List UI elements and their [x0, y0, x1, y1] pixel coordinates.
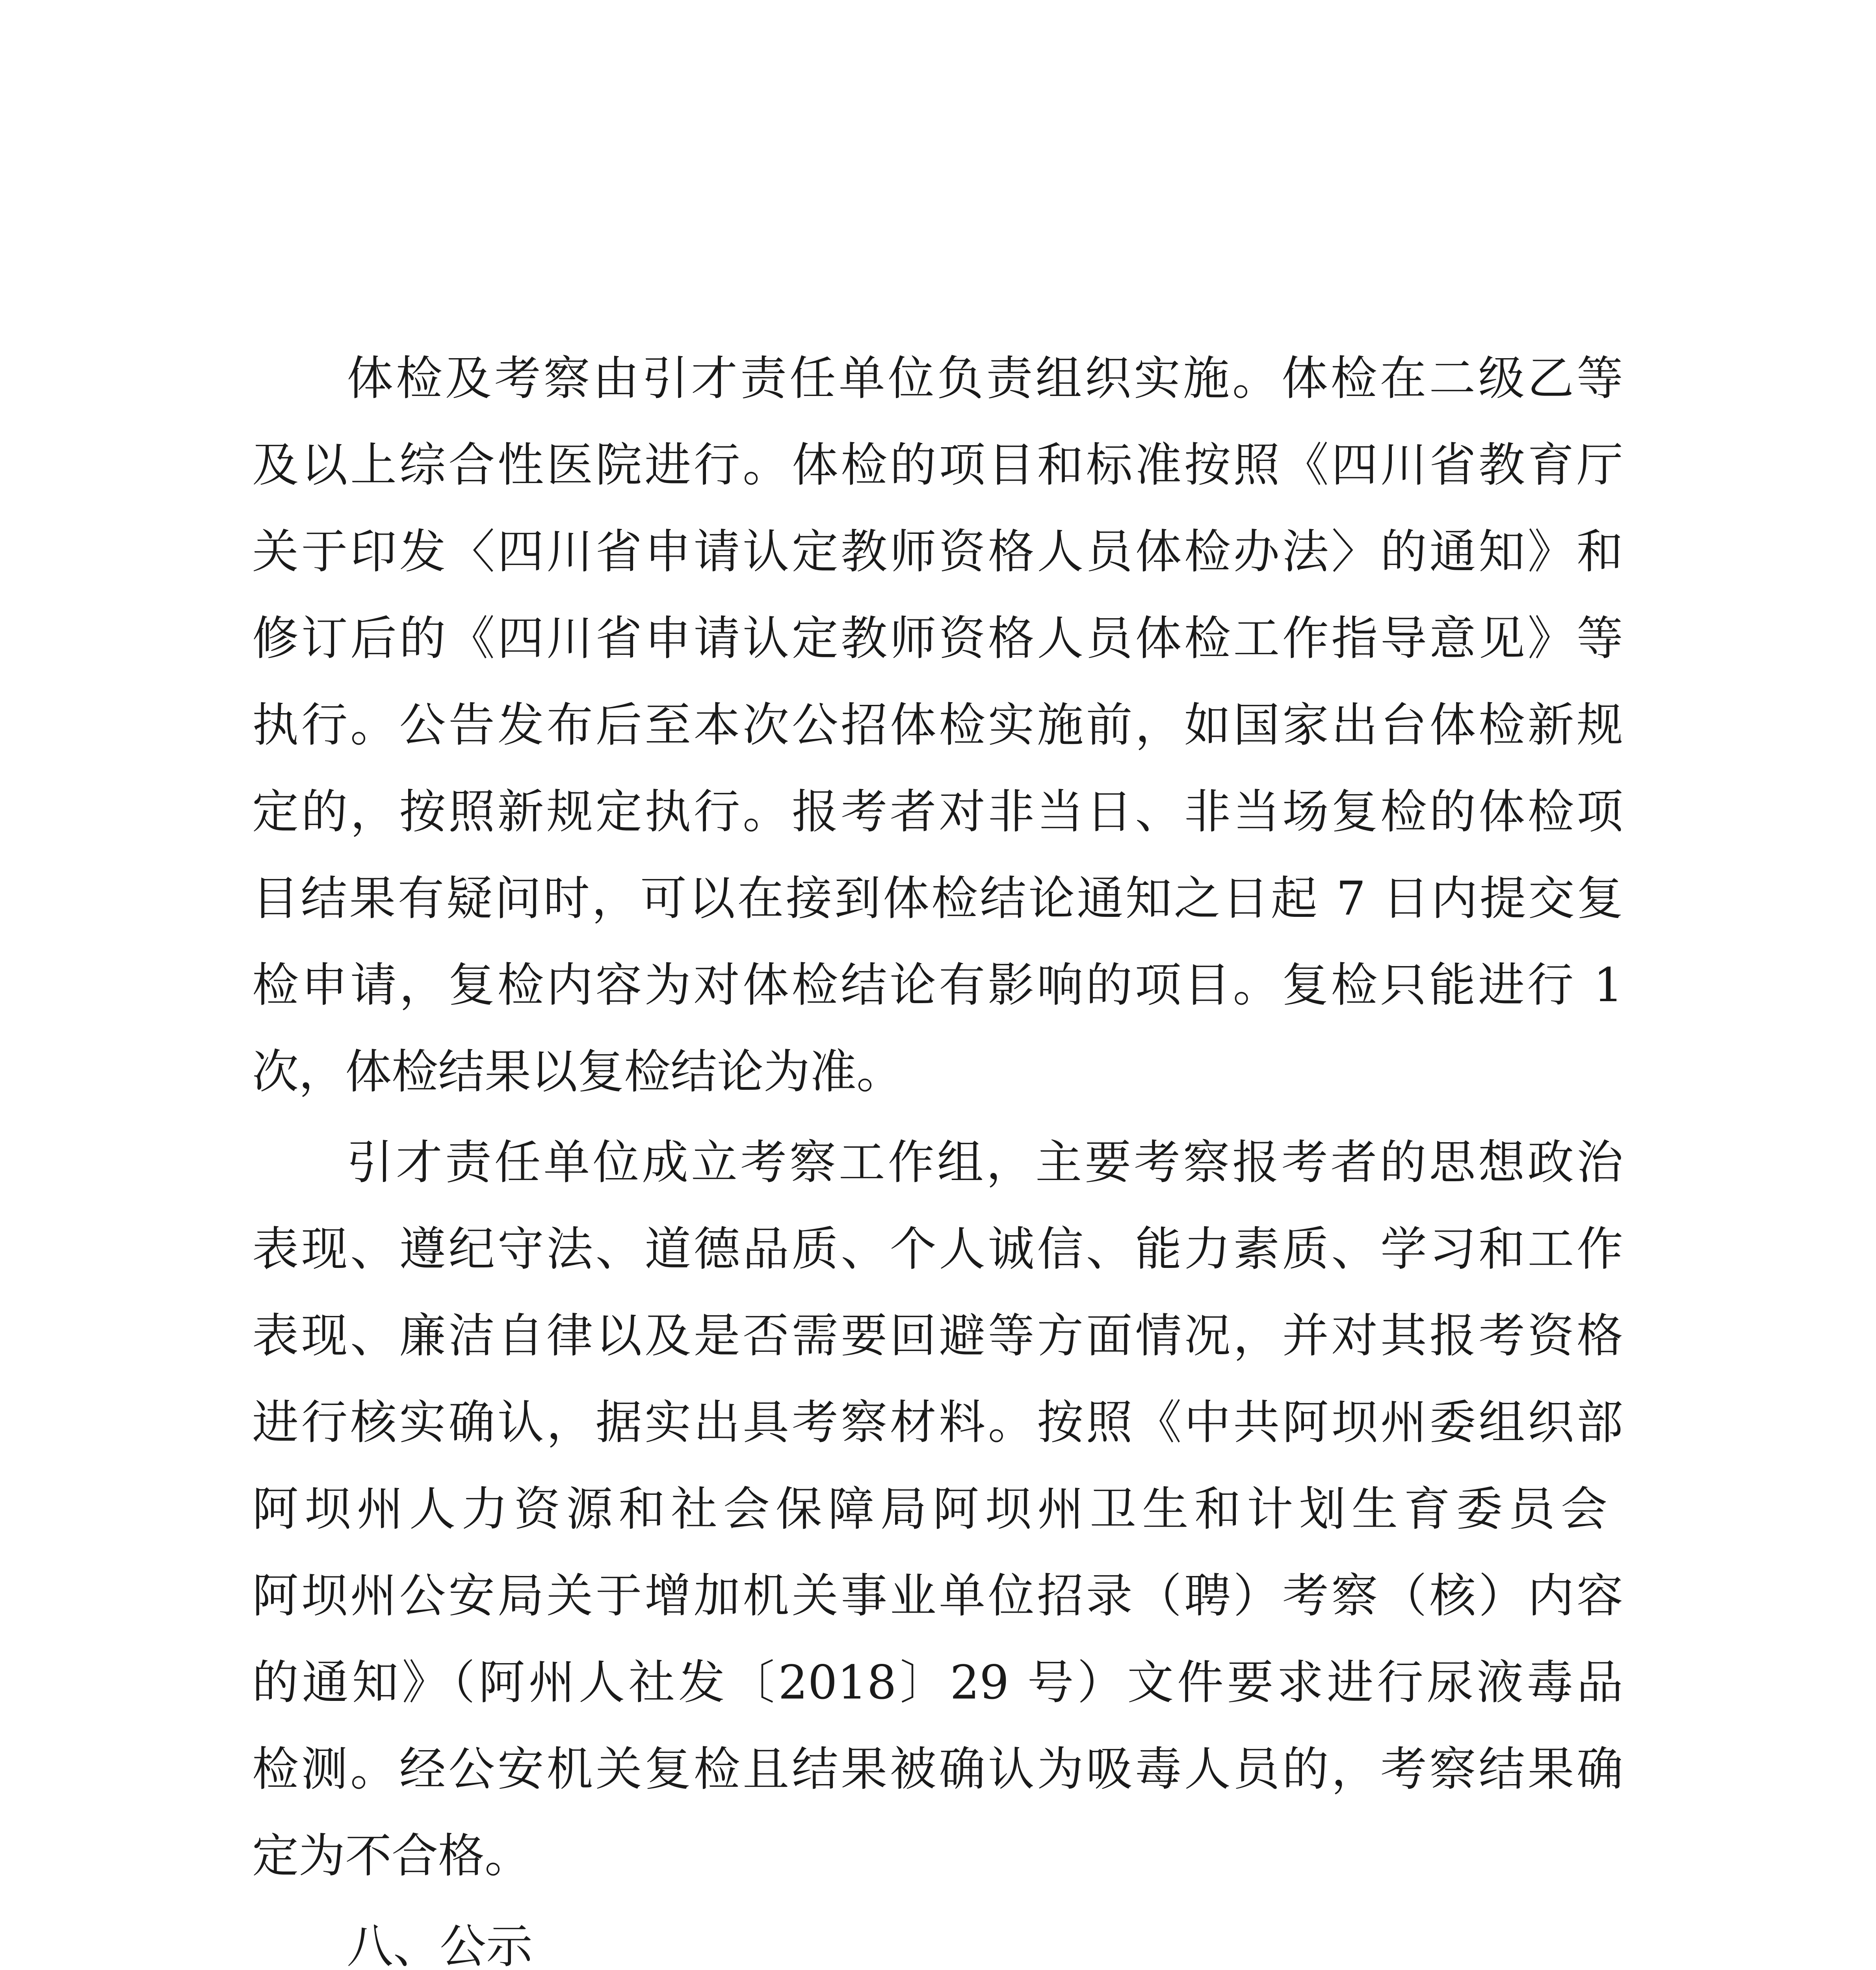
paragraph-1-line-8: 检申请，复检内容为对体检结论有影响的项目。复检只能进行 1 — [252, 958, 1623, 1012]
paragraph-2-line-1: 引才责任单位成立考察工作组，主要考察报考者的思想政治 — [347, 1135, 1623, 1189]
paragraph-2-line-4: 进行核实确认，据实出具考察材料。按照《中共阿坝州委组织部 — [252, 1395, 1623, 1450]
paragraph-2-line-7: 的通知》（阿州人社发〔2018〕29 号）文件要求进行尿液毒品 — [252, 1655, 1623, 1710]
paragraph-1-line-4: 修订后的《四川省申请认定教师资格人员体检工作指导意见》等 — [252, 611, 1623, 665]
paragraph-2-line-3: 表现、廉洁自律以及是否需要回避等方面情况，并对其报考资格 — [252, 1308, 1623, 1363]
paragraph-2-line-8: 检测。经公安机关复检且结果被确认为吸毒人员的，考察结果确 — [252, 1742, 1623, 1796]
paragraph-1-line-3: 关于印发〈四川省申请认定教师资格人员体检办法〉的通知》和 — [252, 524, 1623, 579]
paragraph-1-line-9: 次，体检结果以复检结论为准。 — [252, 1044, 903, 1099]
section-heading: 八、公示 — [347, 1919, 533, 1970]
paragraph-2-line-6: 阿坝州公安局关于增加机关事业单位招录（聘）考察（核）内容 — [252, 1569, 1623, 1623]
paragraph-1-line-7: 目结果有疑问时，可以在接到体检结论通知之日起 7 日内提交复 — [252, 871, 1623, 926]
paragraph-1-line-2: 及以上综合性医院进行。体检的项目和标准按照《四川省教育厅 — [252, 438, 1623, 492]
paragraph-2-line-5: 阿坝州人力资源和社会保障局阿坝州卫生和计划生育委员会 — [252, 1482, 1607, 1536]
paragraph-1-line-5: 执行。公告发布后至本次公招体检实施前，如国家出台体检新规 — [252, 698, 1623, 752]
paragraph-2-line-9: 定为不合格。 — [252, 1829, 531, 1883]
paragraph-1-line-1: 体检及考察由引才责任单位负责组织实施。体检在二级乙等 — [347, 351, 1623, 405]
paragraph-2-line-2: 表现、遵纪守法、道德品质、个人诚信、能力素质、学习和工作 — [252, 1222, 1623, 1276]
paragraph-1-line-6: 定的，按照新规定执行。报考者对非当日、非当场复检的体检项 — [252, 784, 1623, 839]
